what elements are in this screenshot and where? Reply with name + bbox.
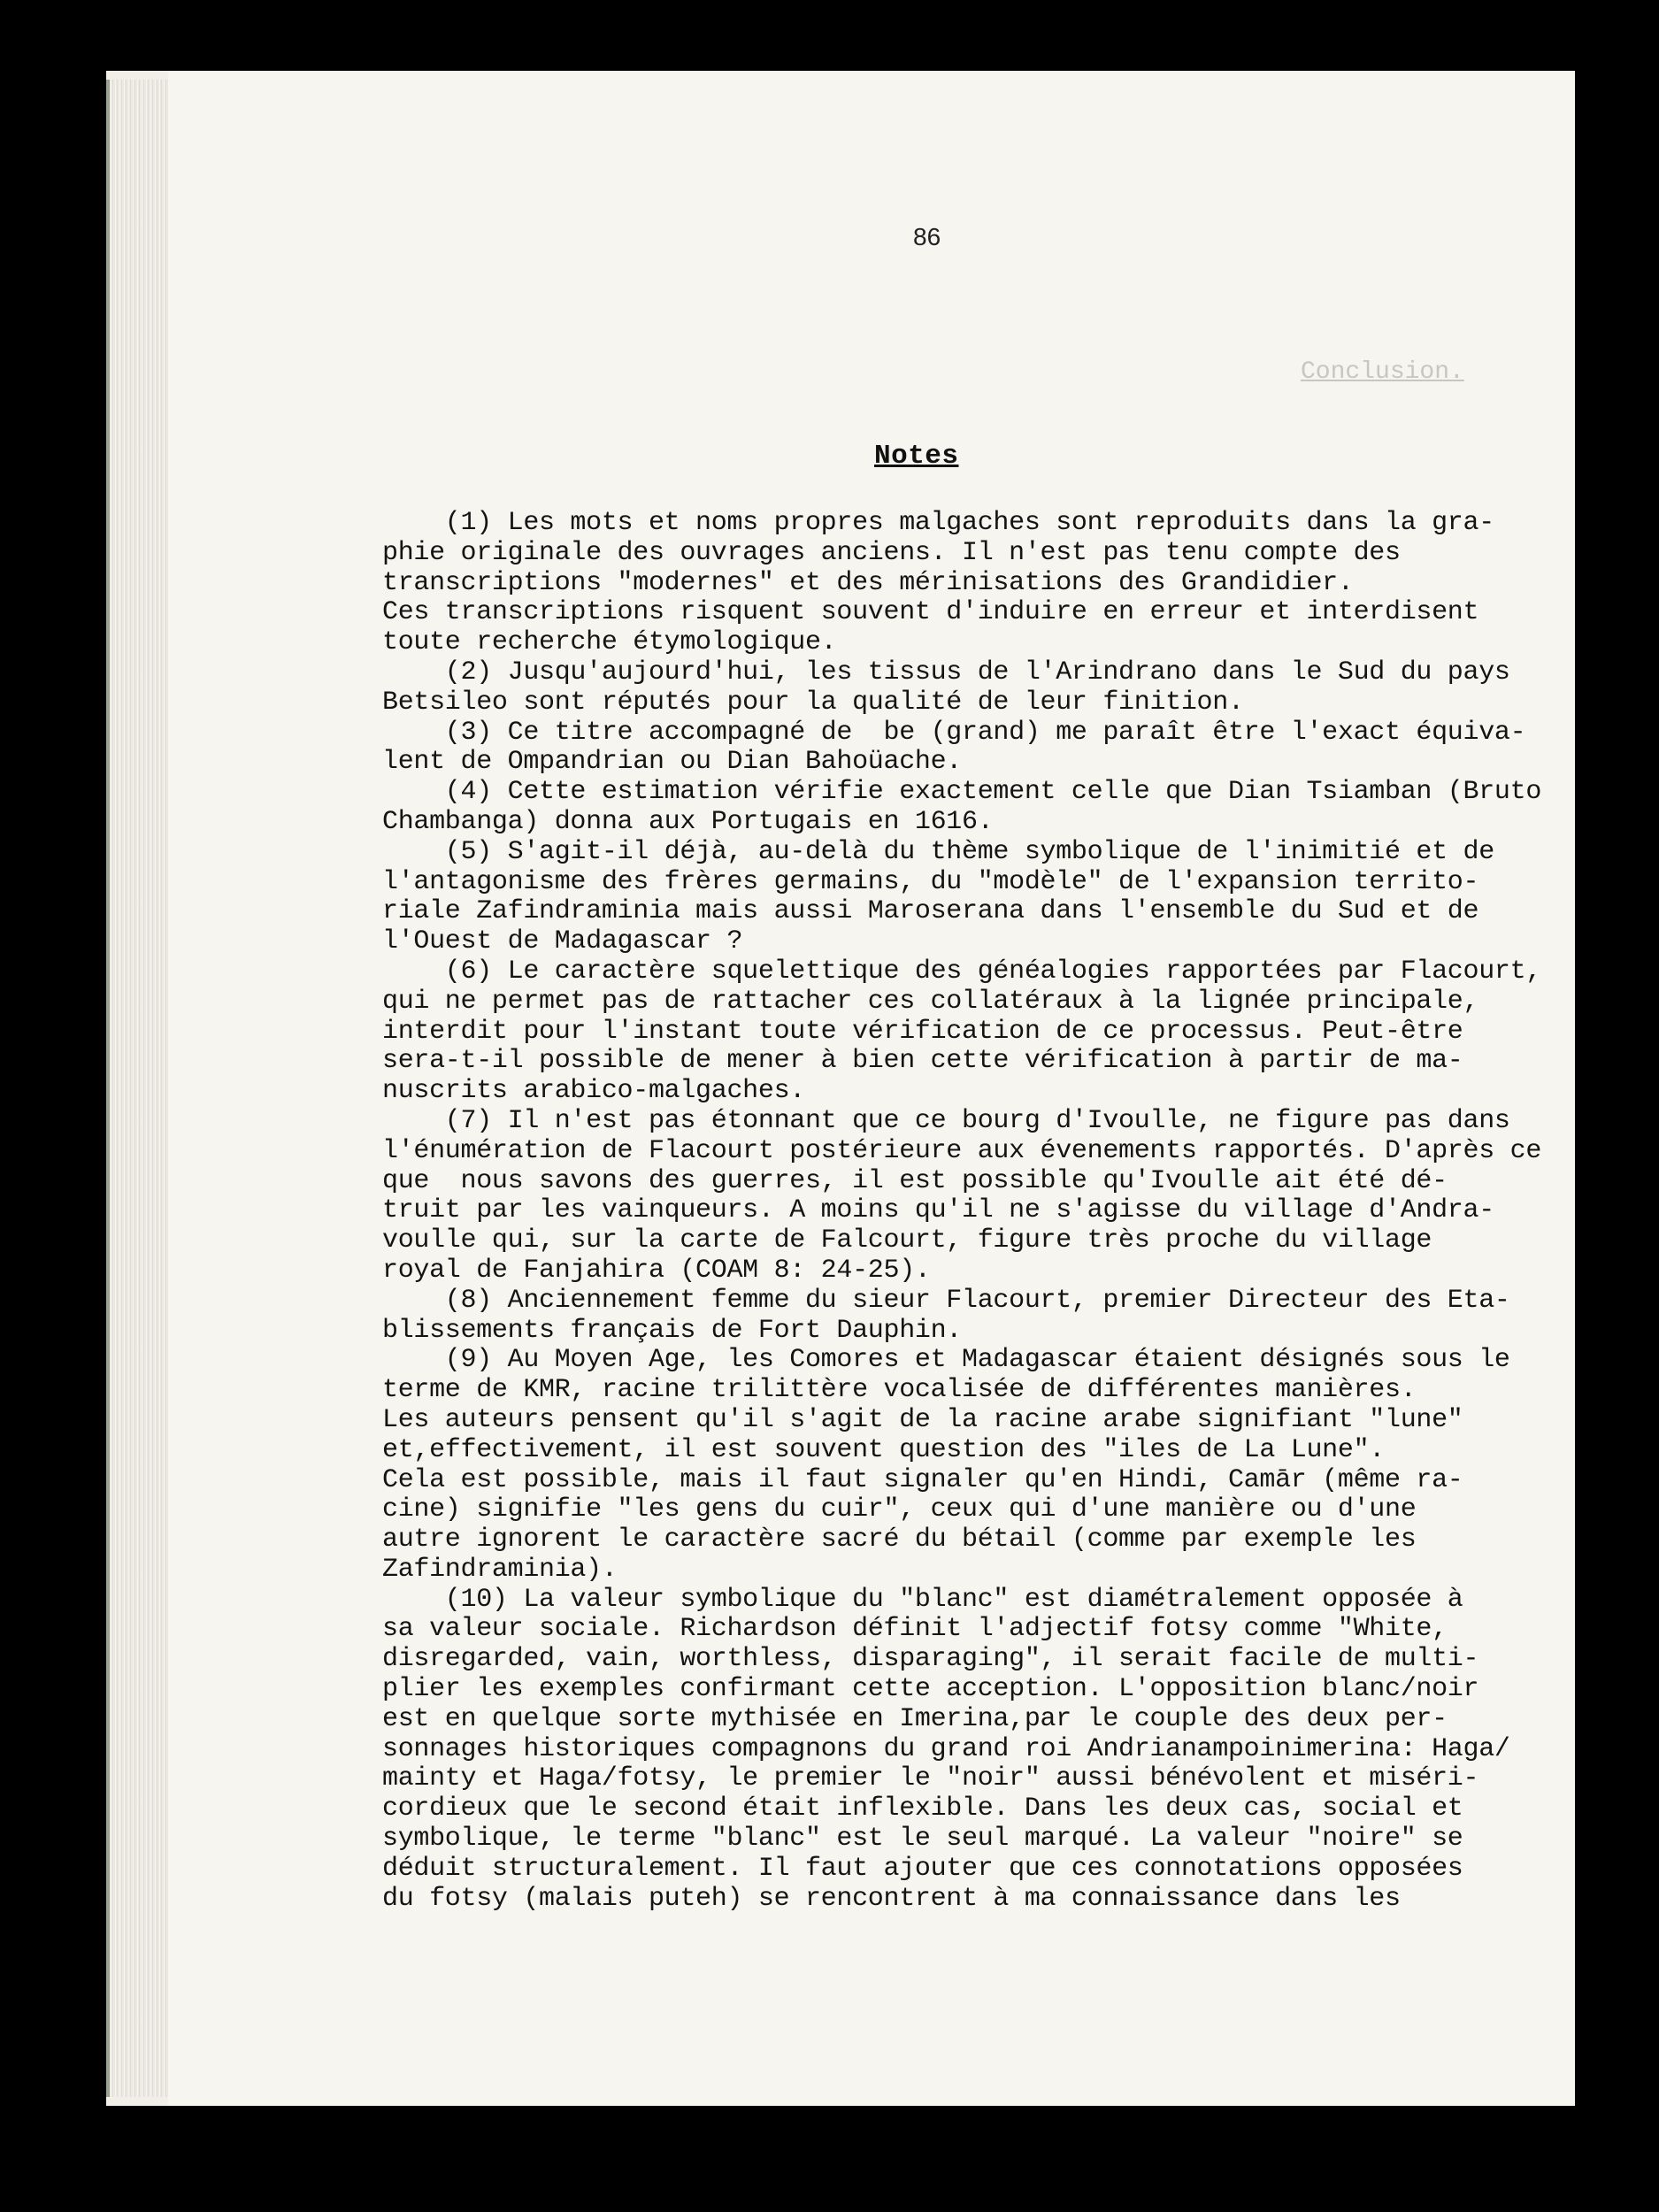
text-line: (8) Anciennement femme du sieur Flacourt, premier Directeur des Eta- (382, 1285, 1510, 1316)
text-line: Les auteurs pensent qu'il s'agit de la racine arabe signifiant "lune" (382, 1404, 1463, 1435)
text-line: (5) S'agit-il déjà, au-delà du thème symbolique de l'inimitié et de (382, 836, 1494, 867)
text-line: terme de KMR, racine trilittère vocalisée de différentes manières. (382, 1375, 1417, 1406)
text-line: disregarded, vain, worthless, disparaging", il serait facile de multi- (382, 1644, 1479, 1675)
text-line: (3) Ce titre accompagné de be (grand) me paraît être l'exact équiva- (382, 717, 1526, 748)
page-edges (106, 80, 176, 2097)
text-line: Betsileo sont réputés pour la qualité de leur finition. (382, 687, 1244, 718)
text-line: et,effectivement, il est souvent question des "iles de La Lune". (382, 1434, 1385, 1465)
text-line: Cela est possible, mais il faut signaler qu'en Hindi, Camār (même ra- (382, 1464, 1463, 1495)
bleed-through-heading: Conclusion. (1301, 358, 1464, 386)
text-line: que nous savons des guerres, il est possible qu'Ivoulle ait été dé- (382, 1165, 1448, 1196)
text-line: déduit structuralement. Il faut ajouter que ces connotations opposées (382, 1853, 1463, 1884)
text-line: (10) La valeur symbolique du "blanc" est diamétralement opposée à (382, 1584, 1463, 1615)
page-number: 86 (913, 223, 941, 250)
text-line: blissements français de Fort Dauphin. (382, 1315, 963, 1346)
notes-title: Notes (874, 441, 959, 472)
text-line: autre ignorent le caractère sacré du bétail (comme par exemple les (382, 1525, 1417, 1555)
text-line: nuscrits arabico-malgaches. (382, 1076, 805, 1107)
text-line: truit par les vainqueurs. A moins qu'il ne s'agisse du village d'Andra- (382, 1195, 1494, 1226)
notes-body (382, 508, 1542, 1914)
text-line: lent de Ompandrian ou Dian Bahoüache. (382, 747, 963, 778)
text-line: sa valeur sociale. Richardson définit l'adjectif fotsy comme "White, (382, 1614, 1448, 1645)
text-line: symbolique, le terme "blanc" est le seul marqué. La valeur "noire" se (382, 1824, 1463, 1855)
text-line: l'Ouest de Madagascar ? (382, 926, 743, 957)
text-line: sera-t-il possible de mener à bien cette vérification à partir de ma- (382, 1046, 1463, 1077)
text-line: royal de Fanjahira (COAM 8: 24-25). (382, 1255, 931, 1286)
text-line: transcriptions "modernes" et des mérinisations des Grandidier. (382, 567, 1354, 598)
text-line: l'antagonisme des frères germains, du "modèle" de l'expansion territo- (382, 866, 1479, 897)
text-line: Chambanga) donna aux Portugais en 1616. (382, 806, 994, 837)
text-line: (2) Jusqu'aujourd'hui, les tissus de l'Arindrano dans le Sud du pays (382, 657, 1510, 687)
text-line: (1) Les mots et noms propres malgaches sont reproduits dans la gra- (382, 508, 1494, 538)
text-line: du fotsy (malais puteh) se rencontrent à ma connaissance dans les (382, 1883, 1401, 1914)
text-line: phie originale des ouvrages anciens. Il n'est pas tenu compte des (382, 537, 1401, 568)
text-line: cine) signifie "les gens du cuir", ceux qui d'une manière ou d'une (382, 1494, 1417, 1525)
text-line: mainty et Haga/fotsy, le premier le "noir" aussi bénévolent et miséri- (382, 1763, 1479, 1794)
text-line: interdit pour l'instant toute vérification de ce processus. Peut-être (382, 1016, 1463, 1047)
text-line: plier les exemples confirmant cette acception. L'opposition blanc/noir (382, 1674, 1479, 1705)
text-line: sonnages historiques compagnons du grand roi Andrianampoinimerina: Haga/ (382, 1733, 1510, 1764)
text-line: l'énumération de Flacourt postérieure aux évenements rapportés. D'après ce (382, 1135, 1542, 1166)
text-line: (4) Cette estimation vérifie exactement celle que Dian Tsiamban (Bruto (382, 777, 1542, 808)
text-line: riale Zafindraminia mais aussi Maroserana dans l'ensemble du Sud et de (382, 896, 1479, 927)
text-line: (9) Au Moyen Age, les Comores et Madagascar étaient désignés sous le (382, 1345, 1510, 1376)
text-line: Zafindraminia). (382, 1554, 618, 1585)
text-line: cordieux que le second était inflexible. Dans les deux cas, social et (382, 1793, 1463, 1824)
text-line: qui ne permet pas de rattacher ces collatéraux à la lignée principale, (382, 986, 1479, 1017)
text-line: toute recherche étymologique. (382, 627, 837, 658)
text-line: voulle qui, sur la carte de Falcourt, figure très proche du village (382, 1225, 1432, 1256)
text-line: (6) Le caractère squelettique des généalogies rapportées par Flacourt, (382, 956, 1542, 987)
text-line: est en quelque sorte mythisée en Imerina,par le couple des deux per- (382, 1703, 1448, 1734)
text-line: Ces transcriptions risquent souvent d'induire en erreur et interdisent (382, 597, 1479, 628)
text-line: (7) Il n'est pas étonnant que ce bourg d'Ivoulle, ne figure pas dans (382, 1105, 1510, 1136)
